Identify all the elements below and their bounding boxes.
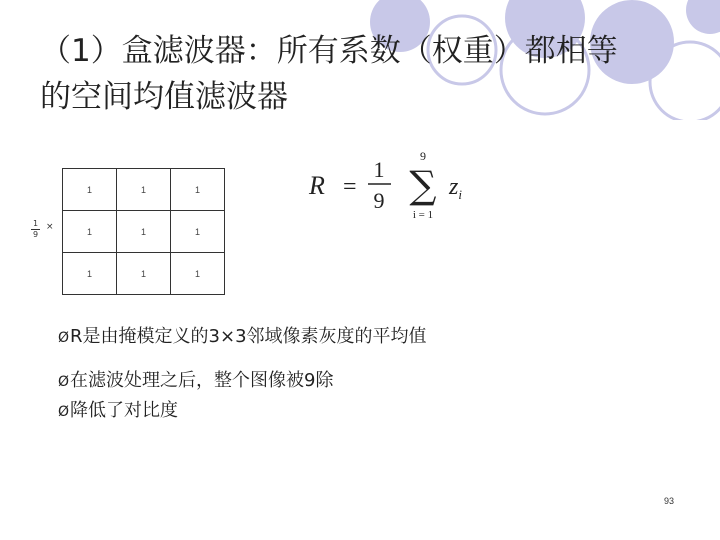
averaging-mask [28, 162, 228, 300]
mask-row [63, 169, 225, 211]
mask-cell: 1 [117, 169, 171, 211]
circle-filled-icon [686, 0, 720, 34]
mask-cell: 1 [63, 253, 117, 295]
mask-factor-numerator: 1 [32, 219, 39, 228]
mean-formula [305, 148, 485, 228]
formula-term-subscript: i [458, 187, 462, 202]
formula-frac-denominator: 9 [373, 188, 385, 213]
bullet-item [58, 396, 178, 422]
mask-cell: 1 [117, 211, 171, 253]
mask-cell: 1 [117, 253, 171, 295]
mask-cell: 1 [63, 211, 117, 253]
bullet-item [58, 322, 427, 348]
mask-row [63, 253, 225, 295]
mask-grid [62, 168, 225, 295]
bullet-arrow-icon: Ø [58, 404, 70, 420]
formula-lhs: R [309, 171, 325, 200]
formula-sum-symbol: ∑ [409, 163, 437, 207]
bullet-text: 降低了对比度 [70, 400, 179, 421]
bullet-text: R是由掩模定义的3×3邻域像素灰度的平均值 [70, 326, 427, 347]
mask-row [63, 211, 225, 253]
mask-scale-factor [31, 220, 40, 239]
formula-equals: = [343, 174, 357, 200]
formula-frac-numerator: 1 [373, 157, 385, 182]
slide-title [40, 28, 680, 120]
formula-term-symbol: z [449, 174, 459, 200]
bullet-item [58, 366, 333, 392]
mask-cell: 1 [63, 169, 117, 211]
bullet-arrow-icon: Ø [58, 374, 70, 390]
formula-sum-upper: 9 [420, 149, 426, 163]
mask-factor-denominator: 9 [32, 230, 39, 239]
bullet-arrow-icon: Ø [58, 330, 70, 346]
formula-sum-lower: i = 1 [412, 209, 434, 221]
bullet-text: 在滤波处理之后，整个图像被9除 [70, 370, 334, 391]
mask-cell: 1 [171, 211, 225, 253]
mask-cell: 1 [171, 169, 225, 211]
title-line-2: 的空间均值滤波器 [40, 79, 288, 115]
title-line-1: （1）盒滤波器：所有系数（权重）都相等 [40, 33, 618, 69]
mask-cell: 1 [171, 253, 225, 295]
formula-term [448, 174, 462, 202]
page-number: 93 [664, 496, 675, 506]
mask-times-sign: × [46, 222, 54, 232]
